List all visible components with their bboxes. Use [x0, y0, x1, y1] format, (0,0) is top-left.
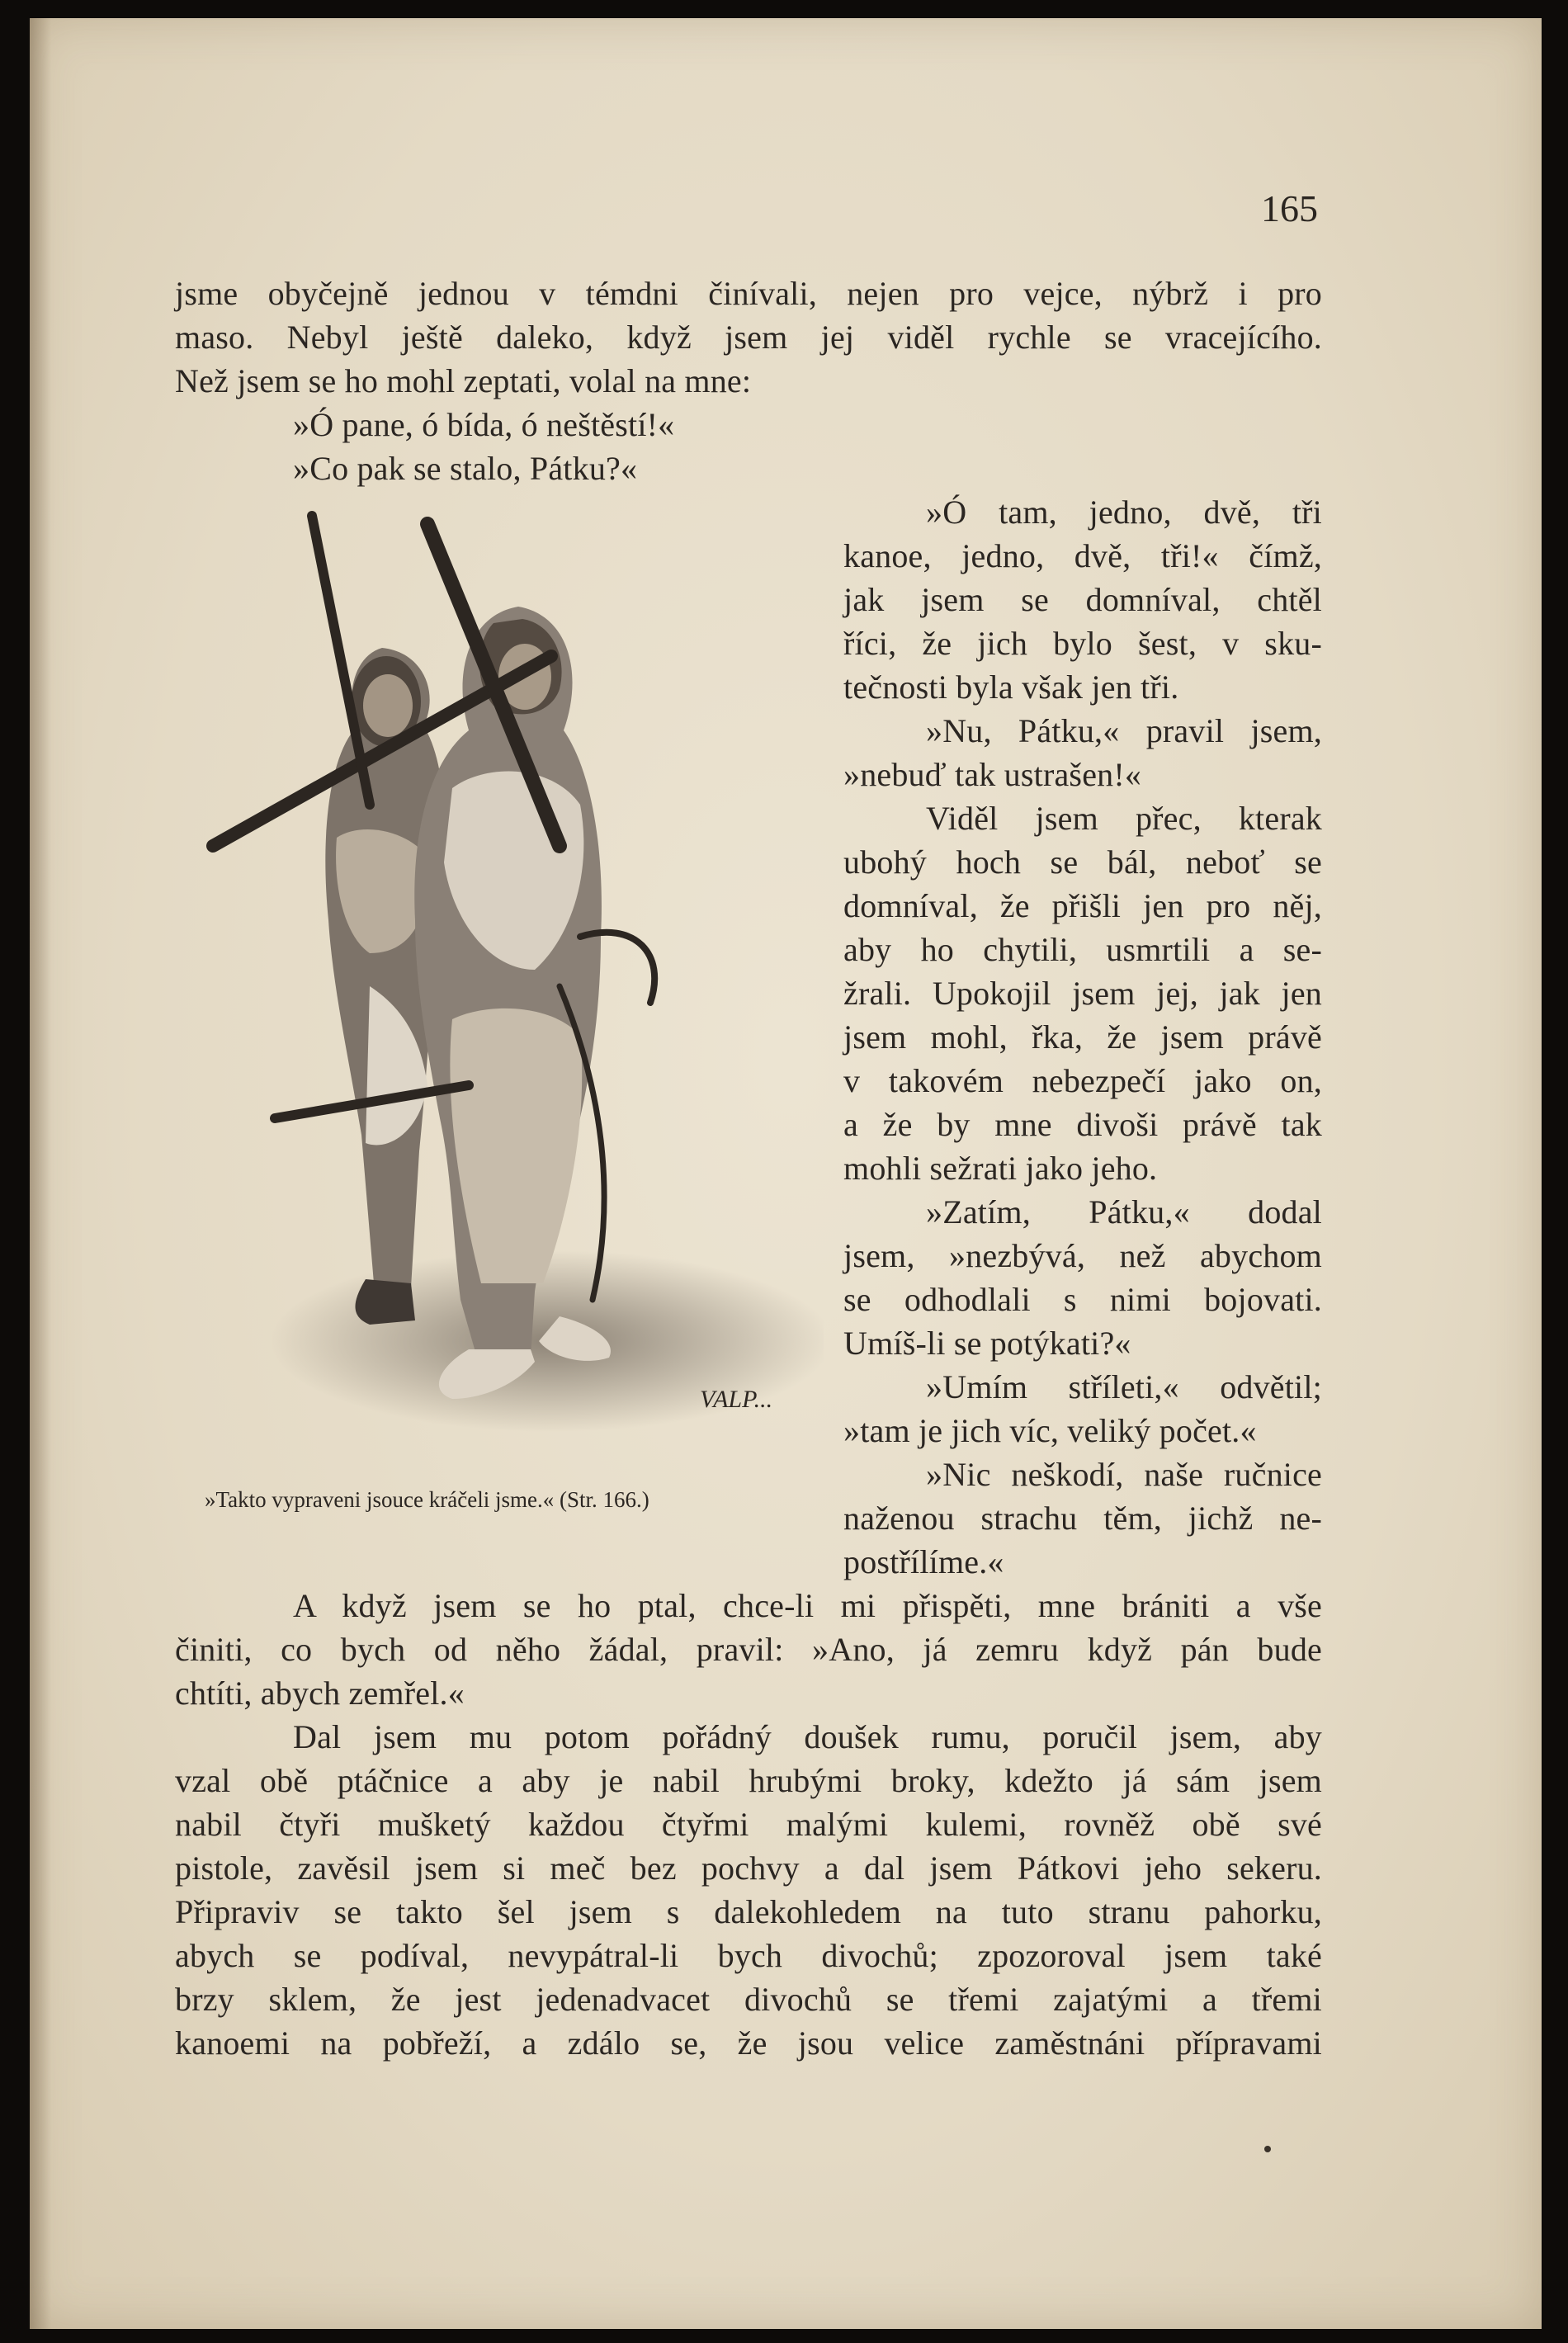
- text-line: Viděl jsem přec, kterak: [926, 800, 1322, 837]
- text-line: Umíš-li se potýkati?«: [843, 1325, 1131, 1362]
- text-line: chtíti, abych zemřel.«: [175, 1675, 465, 1712]
- text-line: se odhodlali s nimi bojovati.: [843, 1281, 1322, 1318]
- text-line: vzal obě ptáčnice a aby je nabil hrubými broky, kdežto já sám jsem: [175, 1762, 1322, 1799]
- text-line: jsem, »nezbývá, než abychom: [843, 1237, 1322, 1274]
- text-line: činiti, co bych od něho žádal, pravil: »Ano, já zemru když pán bude: [175, 1631, 1322, 1668]
- text-line: v takovém nebezpečí jako on,: [843, 1062, 1322, 1099]
- page-number: 165: [1261, 187, 1318, 229]
- text-line: žrali. Upokojil jsem jej, jak jen: [843, 975, 1322, 1012]
- text-line: »Ó pane, ó bída, ó neštěstí!«: [293, 406, 675, 443]
- text-line: nabil čtyři mušketý každou čtyřmi malými kulemi, rovněž obě své: [175, 1806, 1322, 1843]
- text-line: tečnosti byla však jen tři.: [843, 668, 1179, 706]
- text-line: postřílíme.«: [843, 1543, 1004, 1580]
- page-fold-shadow: [30, 18, 51, 2329]
- text-line: »tam je jich víc, veliký počet.«: [843, 1412, 1257, 1449]
- text-line: jsem mohl, řka, že jsem právě: [843, 1018, 1322, 1056]
- text-line: abych se podíval, nevypátral-li bych divochů; zpozoroval jsem také: [175, 1937, 1322, 1974]
- text-line: brzy sklem, že jest jedenadvacet divochů se třemi zajatými a třemi: [175, 1981, 1322, 2018]
- illustrator-signature: VALP...: [700, 1386, 773, 1413]
- text-line: A když jsem se ho ptal, chce-li mi přispěti, mne brániti a vše: [293, 1587, 1322, 1624]
- text-line: »Co pak se stalo, Pátku?«: [293, 450, 638, 487]
- text-line: »Zatím, Pátku,« dodal: [926, 1193, 1322, 1231]
- text-line: Připraviv se takto šel jsem s dalekohledem na tuto stranu pahorku,: [175, 1893, 1322, 1930]
- text-line: kanoe, jedno, dvě, tři!« čímž,: [843, 537, 1322, 574]
- text-line: »Nu, Pátku,« pravil jsem,: [926, 712, 1322, 749]
- text-line: »Ó tam, jedno, dvě, tři: [926, 494, 1322, 531]
- text-line: ubohý hoch se bál, neboť se: [843, 843, 1322, 881]
- text-line: Než jsem se ho mohl zeptati, volal na mne:: [175, 362, 752, 399]
- engraving-illustration: [205, 491, 824, 1465]
- text-line: »Umím stříleti,« odvětil;: [926, 1368, 1322, 1405]
- text-line: »Nic neškodí, naše ručnice: [926, 1456, 1322, 1493]
- text-line: kanoemi na pobřeží, a zdálo se, že jsou velice zaměstnáni přípravami: [175, 2024, 1322, 2062]
- text-line: mohli sežrati jako jeho.: [843, 1150, 1158, 1187]
- text-line: a že by mne divoši právě tak: [843, 1106, 1322, 1143]
- page-mark: [1264, 2146, 1271, 2152]
- text-line: pistole, zavěsil jsem si meč bez pochvy a dal jsem Pátkovi jeho sekeru.: [175, 1849, 1322, 1887]
- text-line: »nebuď tak ustrašen!«: [843, 756, 1142, 793]
- text-line: aby ho chytili, usmrtili a se-: [843, 931, 1322, 968]
- text-line: maso. Nebyl ještě daleko, když jsem jej viděl rychle se vracejícího.: [175, 319, 1322, 356]
- text-line: říci, že jich bylo šest, v sku-: [843, 625, 1322, 662]
- text-line: naženou strachu těm, jichž ne-: [843, 1500, 1322, 1537]
- text-line: Dal jsem mu potom pořádný doušek rumu, poručil jsem, aby: [293, 1718, 1322, 1755]
- text-line: jak jsem se domníval, chtěl: [843, 581, 1322, 618]
- text-line: jsme obyčejně jednou v témdni činívali, nejen pro vejce, nýbrž i pro: [175, 275, 1322, 312]
- illustration-caption: »Takto vypraveni jsouce kráčeli jsme.« (Str. 166.): [205, 1487, 649, 1512]
- text-line: domníval, že přišli jen pro něj,: [843, 887, 1322, 924]
